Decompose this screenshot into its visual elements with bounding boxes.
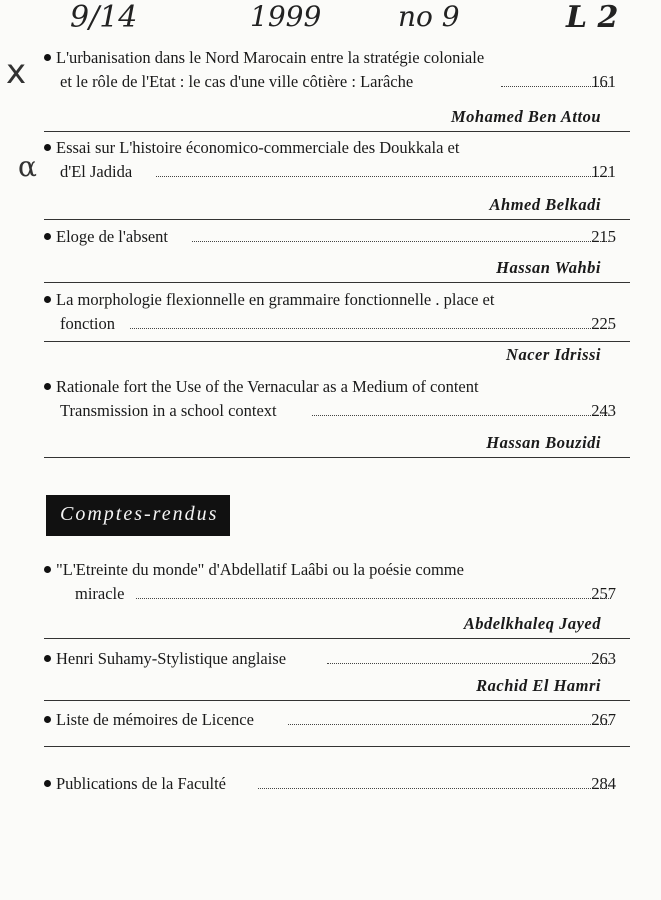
author-name: Hassan Wahbi — [496, 258, 601, 277]
entry-title-line: d'El Jadida — [60, 162, 133, 181]
divider — [44, 282, 630, 283]
bullet-icon — [44, 233, 51, 240]
divider — [44, 219, 630, 220]
page-number: 243 — [591, 401, 616, 420]
entry-title-line: "L'Etreinte du monde" d'Abdellatif Laâbi ou la poésie comme — [56, 560, 464, 579]
page-number: 284 — [591, 774, 616, 793]
entry-title-line: La morphologie flexionnelle en grammaire fonctionnelle . place et — [56, 290, 495, 309]
entry-title-line: Publications de la Faculté — [56, 774, 227, 793]
handwritten-code: L 2 — [566, 0, 619, 35]
bullet-icon — [44, 296, 51, 303]
toc-entry[interactable] — [44, 288, 630, 336]
handwritten-alpha-mark: α — [18, 150, 37, 183]
handwritten-year: 1999 — [250, 0, 322, 33]
section-title: Comptes-rendus — [60, 503, 219, 525]
toc-entry[interactable] — [44, 225, 630, 249]
entry-title-line: Liste de mémoires de Licence — [56, 710, 254, 729]
author-name: Nacer Idrissi — [506, 345, 601, 364]
author-name: Mohamed Ben Attou — [451, 107, 601, 126]
divider — [44, 341, 630, 342]
entry-title-line: Eloge de l'absent — [56, 227, 169, 246]
page-number: 225 — [591, 314, 616, 333]
divider — [44, 131, 630, 132]
author-name: Hassan Bouzidi — [486, 433, 601, 452]
entry-title-line: L'urbanisation dans le Nord Marocain entre la stratégie coloniale — [56, 48, 485, 67]
bullet-icon — [44, 655, 51, 662]
handwritten-number: no 9 — [398, 0, 460, 33]
author-name: Abdelkhaleq Jayed — [463, 614, 601, 633]
toc-entry[interactable] — [44, 136, 630, 184]
handwritten-reference: 9/14 — [70, 0, 138, 35]
bullet-icon — [44, 54, 51, 61]
divider — [44, 457, 630, 458]
divider — [44, 638, 630, 639]
bullet-icon — [44, 144, 51, 151]
page-number: 263 — [591, 649, 616, 668]
toc-entry[interactable] — [44, 46, 630, 94]
page-number: 257 — [591, 584, 616, 603]
toc-entry[interactable] — [44, 708, 630, 732]
page-number: 267 — [591, 710, 616, 729]
divider — [44, 746, 630, 747]
toc-entry[interactable] — [44, 375, 630, 423]
entry-title-line: Essai sur L'histoire économico-commerciale des Doukkala et — [56, 138, 460, 157]
divider — [44, 700, 630, 701]
author-name: Ahmed Belkadi — [489, 195, 601, 214]
toc-entry[interactable] — [44, 772, 630, 796]
entry-title-line: et le rôle de l'Etat : le cas d'une ville côtière : Larâche — [60, 72, 414, 91]
entry-title-line: Transmission in a school context — [60, 401, 277, 420]
entry-title-line: Rationale fort the Use of the Vernacular as a Medium of content — [56, 377, 479, 396]
toc-entry[interactable] — [44, 647, 630, 671]
bullet-icon — [44, 716, 51, 723]
page-number: 121 — [591, 162, 616, 181]
page-number: 215 — [591, 227, 616, 246]
author-name: Rachid El Hamri — [476, 676, 601, 695]
bullet-icon — [44, 780, 51, 787]
page-number: 161 — [591, 72, 616, 91]
bullet-icon — [44, 566, 51, 573]
entry-title-line: fonction — [60, 314, 115, 333]
entry-title-line: Henri Suhamy-Stylistique anglaise — [56, 649, 287, 668]
section-header — [46, 495, 230, 536]
handwritten-cross-mark: x — [6, 52, 27, 92]
bullet-icon — [44, 383, 51, 390]
toc-entry[interactable] — [44, 558, 630, 606]
entry-title-line: miracle — [75, 584, 125, 603]
